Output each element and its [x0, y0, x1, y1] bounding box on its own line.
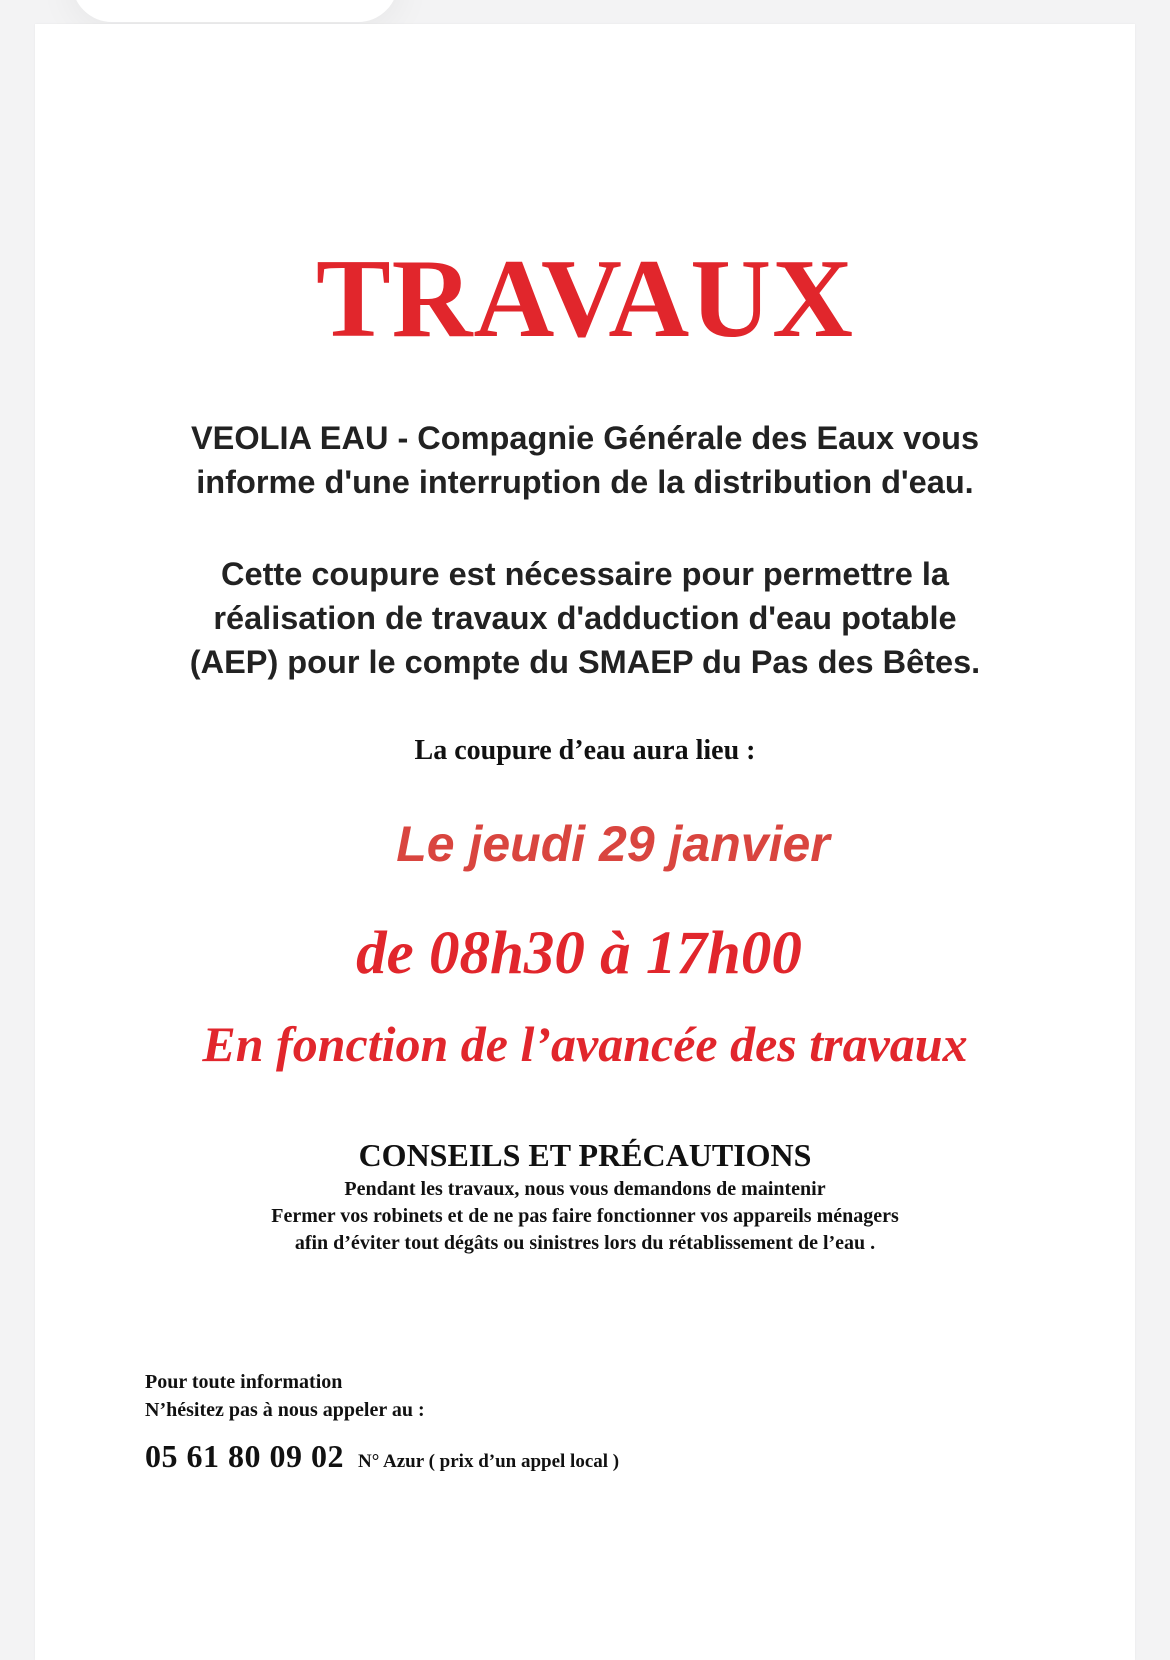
outage-lead-text: La coupure d’eau aura lieu :: [414, 735, 756, 766]
advice-line: afin d’éviter tout dégâts ou sinistres lors du rétablissement de l’eau .: [294, 1232, 876, 1254]
phone-note: N° Azur ( prix d’un appel local ): [358, 1451, 620, 1472]
progress-note: En fonction de l’avancée des travaux: [202, 1016, 968, 1072]
outage-date: Le jeudi 29 janvier: [396, 816, 830, 872]
advice-line: Fermer vos robinets et de ne pas faire fonctionner vos appareils ménagers: [271, 1205, 899, 1227]
advice-line: Pendant les travaux, nous vous demandons de maintenir: [344, 1178, 826, 1200]
contact-line: Pour toute information: [145, 1371, 343, 1393]
contact-block: [145, 1368, 619, 1476]
notice-title: TRAVAUX: [315, 237, 855, 361]
reason-paragraph: [35, 552, 1135, 684]
top-overlay-panel: [72, 0, 398, 22]
notice-page: [35, 24, 1135, 1660]
intro-line: informe d'une interruption de la distribution d'eau.: [196, 464, 974, 500]
reason-line: (AEP) pour le compte du SMAEP du Pas des Bêtes.: [189, 644, 981, 680]
intro-paragraph: [35, 416, 1135, 504]
reason-line: réalisation de travaux d'adduction d'eau potable: [213, 600, 957, 636]
phone-number[interactable]: 05 61 80 09 02: [145, 1438, 344, 1474]
reason-line: Cette coupure est nécessaire pour permettre la: [221, 556, 949, 592]
phone-row: [145, 1436, 619, 1476]
advice-heading: CONSEILS ET PRÉCAUTIONS: [358, 1137, 812, 1173]
advice-text: [35, 1176, 1135, 1257]
contact-line: N’hésitez pas à nous appeler au :: [145, 1399, 425, 1421]
intro-line: VEOLIA EAU - Compagnie Générale des Eaux vous: [190, 420, 980, 456]
outage-hours: de 08h30 à 17h00: [356, 920, 802, 987]
